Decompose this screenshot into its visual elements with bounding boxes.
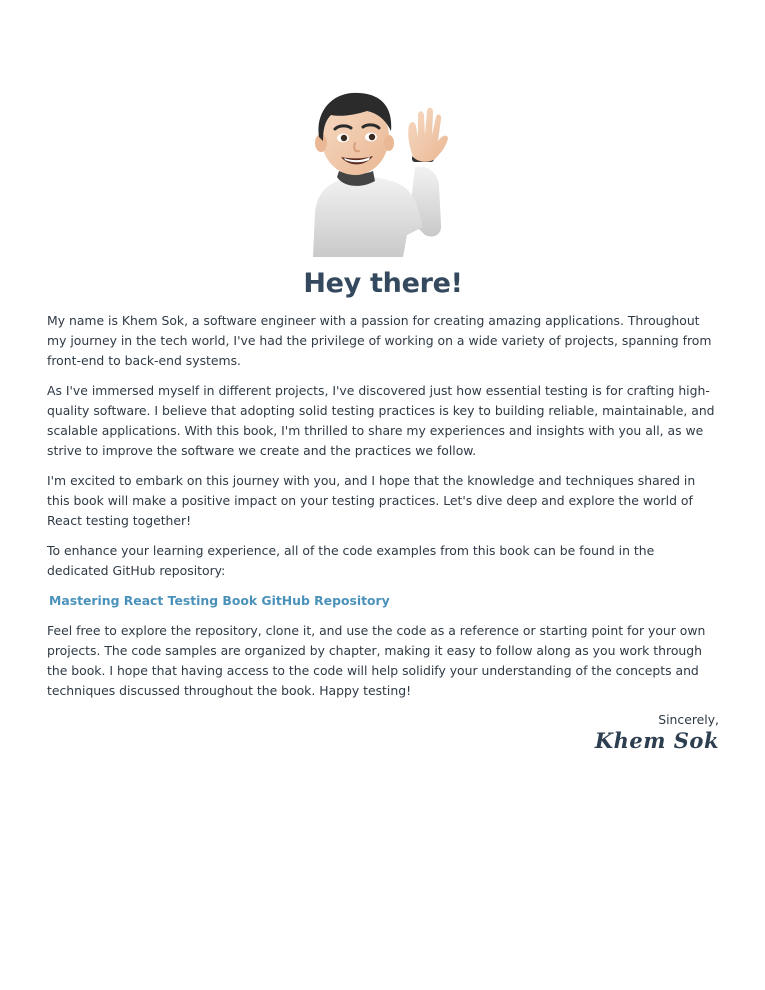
closing-text: Sincerely, <box>658 712 719 727</box>
intro-paragraph: My name is Khem Sok, a software engineer with a passion for creating amazing applications. Throughout my journey in the tech world, I've had the privilege of working on a wide variety of projects, spanning from front-end to back-end systems. <box>47 313 712 368</box>
github-repository-link[interactable]: Mastering React Testing Book GitHub Repository <box>49 593 390 608</box>
signature: Khem Sok <box>594 728 719 753</box>
repository-paragraph: To enhance your learning experience, all of the code examples from this book can be found in the dedicated GitHub repository: <box>47 543 655 578</box>
letter-page <box>47 85 719 753</box>
closing-paragraph: Feel free to explore the repository, clone it, and use the code as a reference or starting point for your own projects. The code samples are organized by chapter, making it easy to follow along as you work through the book. I hope that having access to the code will help solidify your understanding of the concepts and techniques discussed throughout the book. Happy testing! <box>47 623 706 698</box>
testing-paragraph: As I've immersed myself in different projects, I've discovered just how essential testing is for crafting high-quality software. I believe that adopting solid testing practices is key to building reliable, maintainable, and scalable applications. With this book, I'm thrilled to share my experiences and insights with you all, as we strive to improve the software we create and the practices we follow. <box>47 383 715 458</box>
journey-paragraph: I'm excited to embark on this journey with you, and I hope that the knowledge and techniques shared in this book will make a positive impact on your testing practices. Let's dive deep and explore the world of React testing together! <box>47 473 696 528</box>
page-title: Hey there! <box>303 268 463 299</box>
avatar <box>47 85 719 257</box>
waving-memoji-avatar-icon <box>297 85 469 257</box>
